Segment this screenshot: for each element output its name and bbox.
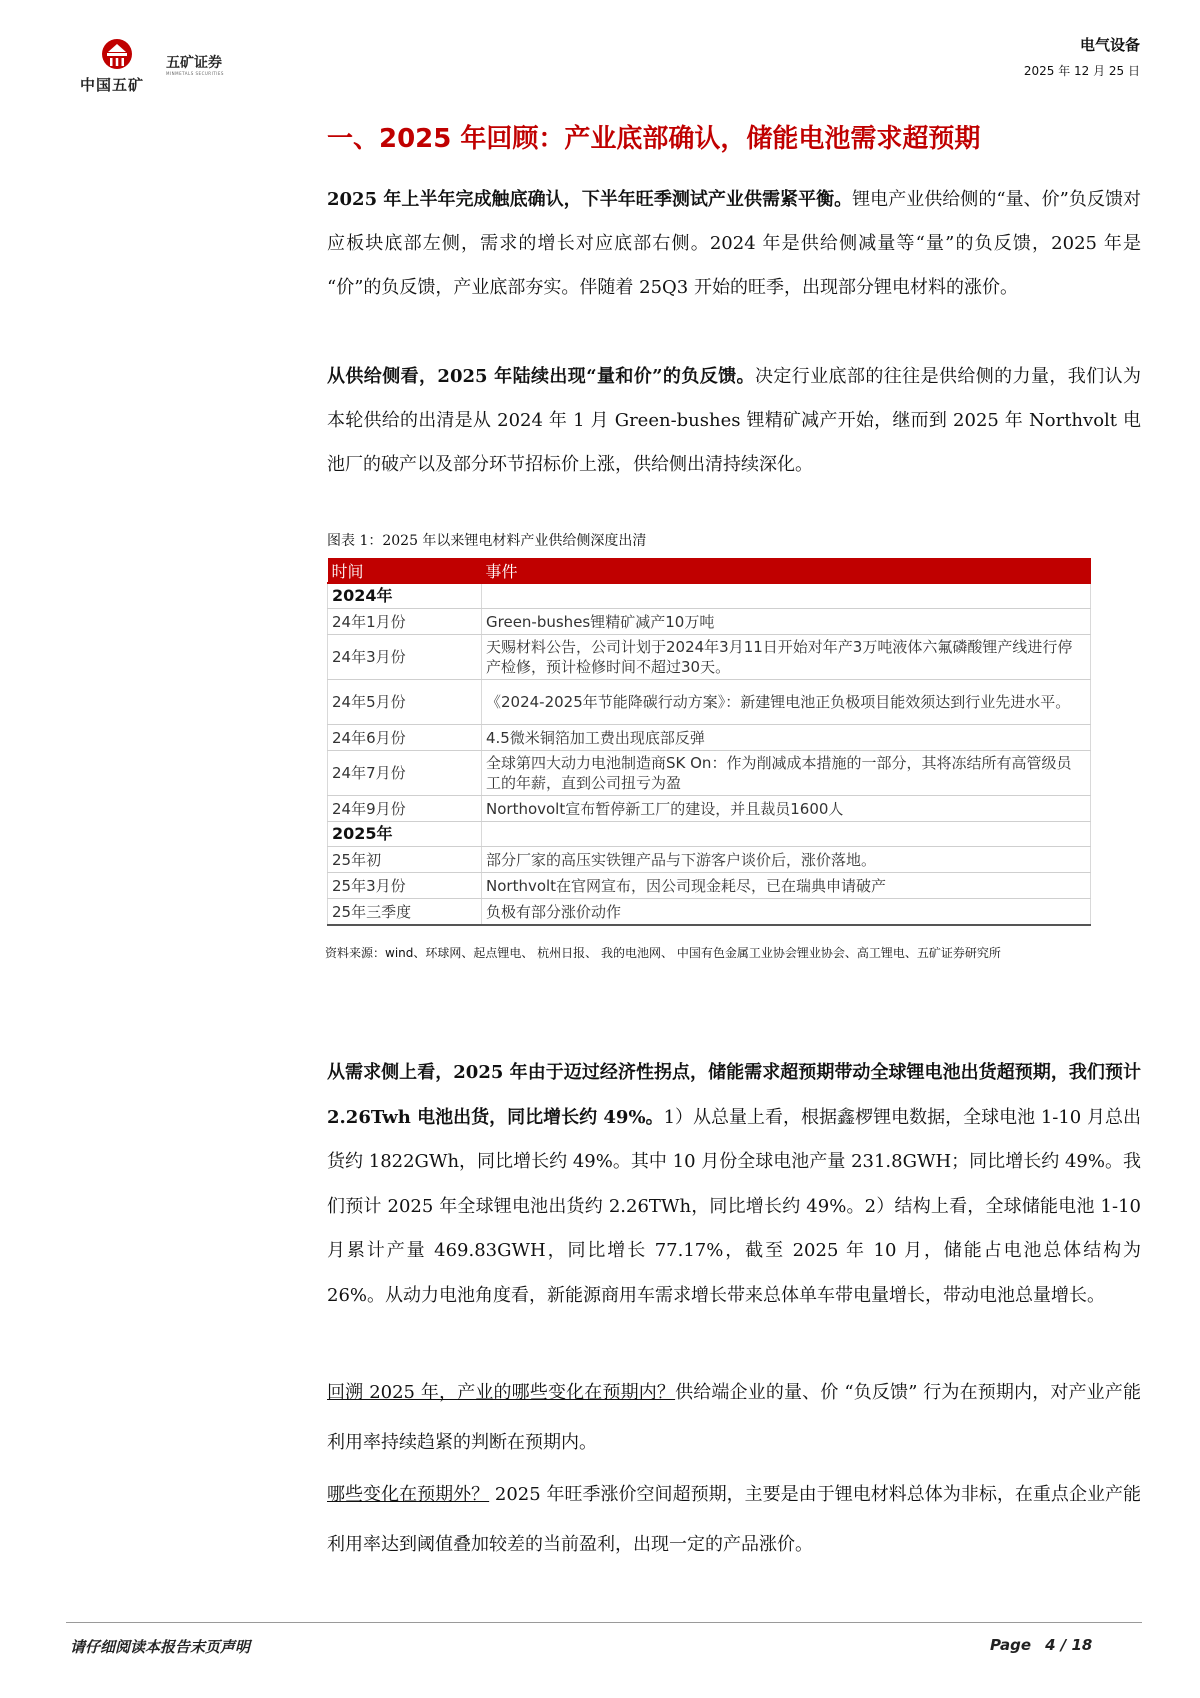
page-label: Page: [990, 1636, 1032, 1654]
column-header-time: 时间: [328, 558, 482, 583]
figure-source: 资料来源：wind、环球网、起点锂电、 杭州日报、 我的电池网、 中国有色金属工业协会锂业协会、高工锂电、五矿证券研究所: [325, 946, 1001, 960]
paragraph-body: 2025 年旺季涨价空间超预期，主要是由于锂电材料总体为非标，在重点企业产能利用率达到阈值叠加较差的当前盈利，出现一定的产品涨价。: [327, 1484, 1141, 1555]
paragraph-lead: 2025 年上半年完成触底确认，下半年旺季测试产业供需紧平衡。: [327, 189, 853, 210]
report-category: 电气设备: [1079, 36, 1140, 54]
report-date: 2025 年 12 月 25 日: [1023, 64, 1140, 78]
row-time: 24年1月份: [328, 609, 482, 635]
column-header-event: 事件: [482, 558, 1091, 583]
row-time: 24年3月份: [328, 635, 482, 680]
row-event: Northovolt宣布暂停新工厂的建设，并且裁员1600人: [482, 796, 1091, 822]
year-label: 2024年: [328, 583, 482, 609]
org-name: 中国五矿: [80, 76, 145, 94]
table-row: [328, 899, 1091, 926]
table-row: [328, 635, 1091, 680]
paragraph-unexpected-changes: [327, 1470, 1141, 1570]
minmetals-emblem-icon: [100, 38, 134, 72]
paragraph-expected-changes: [327, 1368, 1141, 1468]
paragraph-question: 回溯 2025 年，产业的哪些变化在预期内？: [327, 1382, 676, 1403]
table-row: [328, 725, 1091, 751]
table-header-row: [328, 558, 1091, 583]
brand-name: 五矿证券: [166, 55, 222, 71]
year-row-2024: [328, 583, 1091, 609]
row-time: 24年9月份: [328, 796, 482, 822]
brand-name-en: MINMETALS SECURITIES: [166, 71, 224, 76]
row-event: Northvolt在官网宣布，因公司现金耗尽，已在瑞典申请破产: [482, 873, 1091, 899]
paragraph-body: 供给端企业的量、价 “负反馈” 行为在预期内，对产业产能利用率持续趋紧的判断在预期内。: [327, 1382, 1141, 1453]
row-event: 负极有部分涨价动作: [482, 899, 1091, 926]
table-row: [328, 609, 1091, 635]
table-row: [328, 680, 1091, 725]
company-logo: [80, 38, 260, 98]
paragraph-supply-side: [327, 355, 1141, 487]
row-time: 24年5月份: [328, 680, 482, 725]
table-row: [328, 847, 1091, 873]
row-time: 25年三季度: [328, 899, 482, 926]
paragraph-body: 决定行业底部的往往是供给侧的力量，我们认为本轮供给的出清是从 2024 年 1 月 Green-bushes 锂精矿减产开始，继而到 2025 年 Northvolt 电池厂的破产以及部分环节招标价上涨，供给侧出清持续深化。: [327, 366, 1141, 475]
page-indicator: [990, 1636, 1092, 1654]
table-row: [328, 751, 1091, 796]
year-label: 2025年: [328, 822, 482, 847]
paragraph-demand-side: [327, 1051, 1141, 1318]
paragraph-bottom-confirmation: [327, 178, 1141, 310]
paragraph-question: 哪些变化在预期外？: [327, 1484, 490, 1505]
row-event: 《2024-2025年节能降碳行动方案》：新建锂电池正负极项目能效须达到行业先进水平。: [482, 680, 1091, 725]
footer-disclaimer: 请仔细阅读本报告末页声明: [70, 1638, 251, 1656]
row-event: 全球第四大动力电池制造商SK On：作为削减成本措施的一部分，其将冻结所有高管级员工的年薪，直到公司扭亏为盈: [482, 751, 1091, 796]
paragraph-body: 1）从总量上看，根据鑫椤锂电数据，全球电池 1-10 月总出货约 1822GWh，同比增长约 49%。其中 10 月份全球电池产量 231.8GWH；同比增长约 49%。我们预计 2025 年全球锂电池出货约 2.26TWh，同比增长约 49%。2）结构上看，全球储能电池 1-10 月累计产量 469.83GWH，同比增长 77.17%，截至 2025 年 10 月，储能占电池总体结构为 26%。从动力电池角度看，新能源商用车需求增长带来总体单车带电量增长，带动电池总量增长。: [327, 1106, 1141, 1306]
year-row-2025: [328, 822, 1091, 847]
table-row: [328, 796, 1091, 822]
row-time: 24年7月份: [328, 751, 482, 796]
row-time: 25年3月份: [328, 873, 482, 899]
paragraph-body: 锂电产业供给侧的“量、价”负反馈对应板块底部左侧，需求的增长对应底部右侧。2024 年是供给侧减量等“量”的负反馈，2025 年是 “价”的负反馈，产业底部夯实。伴随着 25Q3 开始的旺季，出现部分锂电材料的涨价。: [327, 189, 1141, 298]
figure-caption: 图表 1：2025 年以来锂电材料产业供给侧深度出清: [327, 533, 647, 549]
row-event: 部分厂家的高压实铁锂产品与下游客户谈价后，涨价落地。: [482, 847, 1091, 873]
row-time: 25年初: [328, 847, 482, 873]
paragraph-lead: 从供给侧看，2025 年陆续出现“量和价”的负反馈。: [327, 366, 755, 387]
supply-clearing-table: [327, 558, 1091, 926]
row-time: 24年6月份: [328, 725, 482, 751]
page-number: 4 / 18: [1045, 1636, 1093, 1654]
section-title: 一、2025 年回顾：产业底部确认，储能电池需求超预期: [327, 124, 981, 154]
table-row: [328, 873, 1091, 899]
paragraph-lead: 从需求侧上看，2025 年由于迈过经济性拐点，储能需求超预期带动全球锂电池出货超预期，我们预计 2.26Twh 电池出货，同比增长约 49%。: [327, 1062, 1141, 1128]
footer-divider: [66, 1622, 1142, 1623]
row-event: Green-bushes锂精矿减产10万吨: [482, 609, 1091, 635]
row-event: 天赐材料公告，公司计划于2024年3月11日开始对年产3万吨液体六氟磷酸锂产线进行停产检修，预计检修时间不超过30天。: [482, 635, 1091, 680]
row-event: 4.5微米铜箔加工费出现底部反弹: [482, 725, 1091, 751]
